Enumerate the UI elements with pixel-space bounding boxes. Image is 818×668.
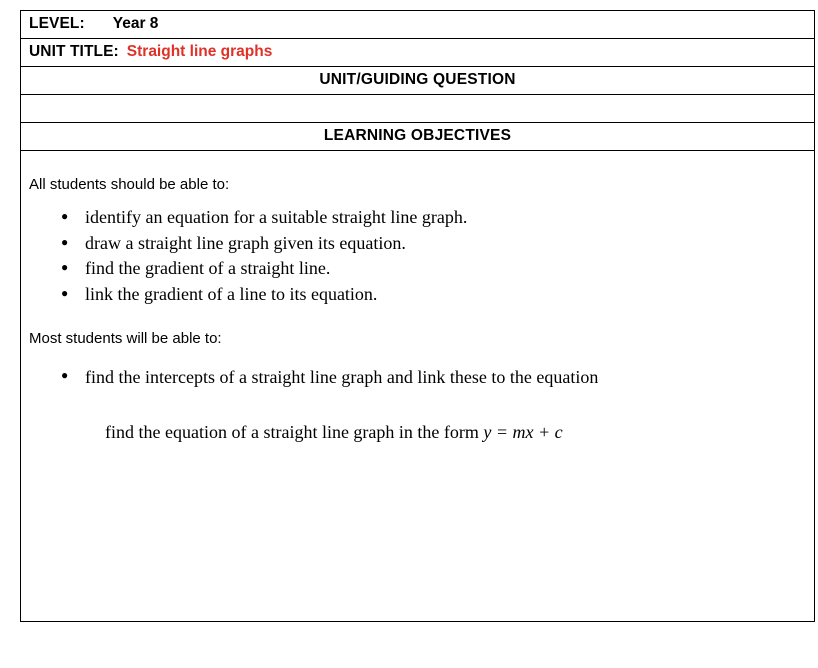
equation-objective-line: [105, 420, 792, 444]
most-students-intro: Most students will be able to:: [29, 330, 222, 348]
learning-objectives-header: LEARNING OBJECTIVES: [323, 127, 512, 144]
table-row-guiding-question-header: [21, 67, 815, 95]
unit-title-label: UNIT TITLE:: [29, 43, 119, 60]
level-value: Year 8: [112, 15, 159, 32]
all-students-intro: All students should be able to:: [29, 176, 230, 193]
guiding-question-answer-cell[interactable]: [21, 95, 815, 123]
level-cell: [21, 11, 815, 39]
table-row-learning-objectives-header: [21, 123, 815, 151]
learning-objectives-header-cell: [21, 123, 815, 151]
equation-formula: y = mx + c: [483, 421, 563, 442]
list-item: ● link the gradient of a line to its equation.: [85, 282, 792, 308]
equation-objective-text: find the equation of a straight line graph in the form: [105, 421, 484, 442]
most-students-list: [29, 364, 792, 390]
level-cell-content: [21, 11, 814, 38]
table-row-level: [21, 11, 815, 39]
guiding-question-header-cell: [21, 67, 815, 95]
learning-objectives-body-cell: [21, 151, 815, 622]
level-label: LEVEL:: [29, 15, 85, 32]
learning-objectives-body: [21, 151, 814, 454]
unit-title-cell-content: [21, 39, 814, 66]
unit-plan-table: [20, 10, 815, 622]
guiding-question-header: UNIT/GUIDING QUESTION: [319, 71, 516, 88]
table-row-guiding-question-answer: [21, 95, 815, 123]
table-row-unit-title: [21, 39, 815, 67]
guiding-question-answer: [21, 95, 814, 122]
list-item: ● identify an equation for a suitable straight line graph.: [85, 205, 792, 231]
unit-title-cell: [21, 39, 815, 67]
unit-title-value: Straight line graphs: [126, 43, 273, 60]
all-students-list: [29, 205, 792, 307]
table-row-learning-objectives-body: [21, 151, 815, 622]
list-item: ● find the intercepts of a straight line graph and link these to the equation: [85, 364, 792, 390]
list-item: ● draw a straight line graph given its equation.: [85, 231, 792, 257]
list-item: ● find the gradient of a straight line.: [85, 256, 792, 282]
